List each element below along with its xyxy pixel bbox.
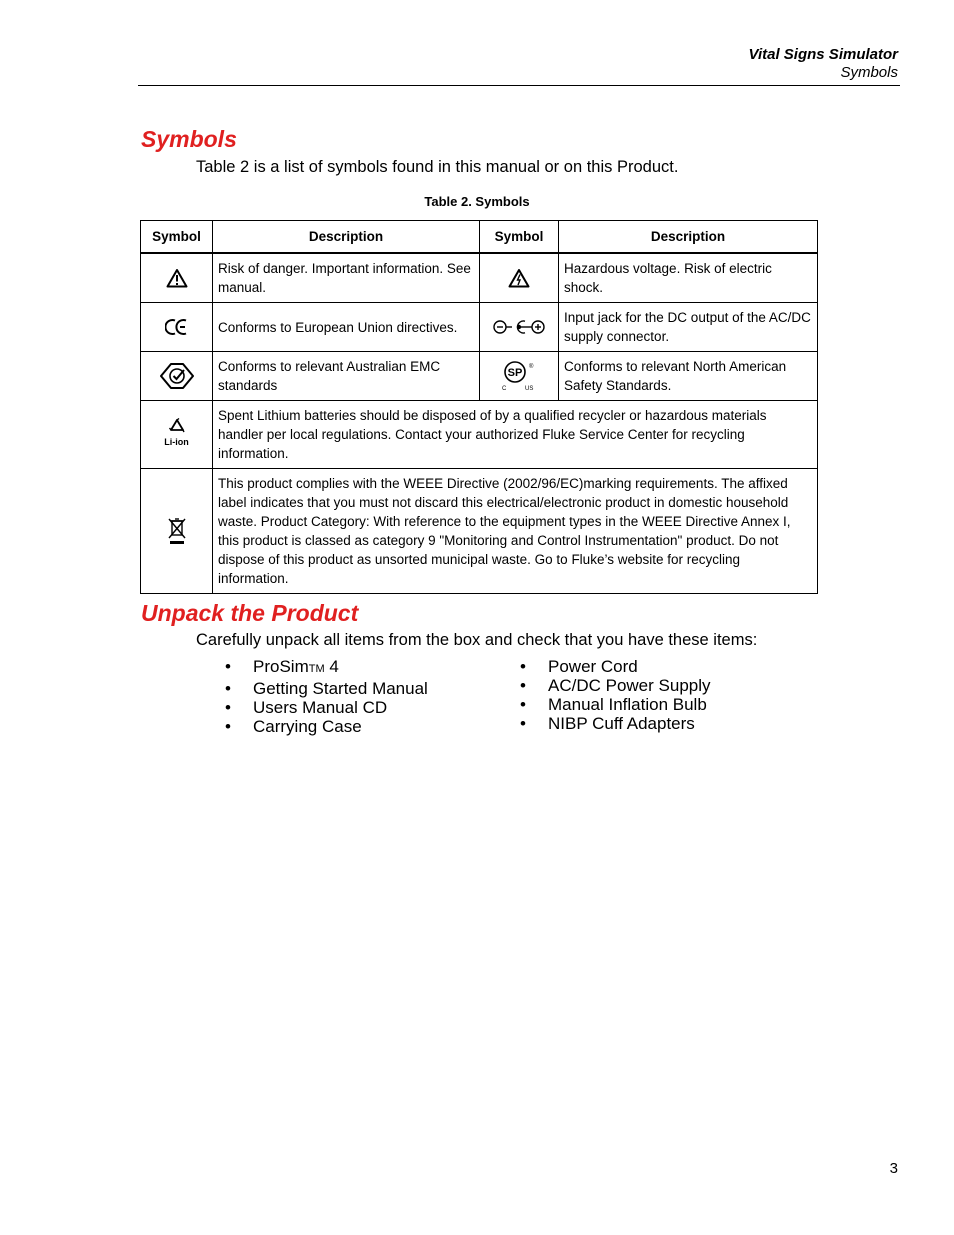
list-item: • Carrying Case [222,717,428,736]
header-symbol-1: Symbol [141,221,213,254]
hazardous-voltage-icon [508,268,530,288]
list-item: • Power Cord [517,657,711,676]
table-row [141,253,818,303]
warning-triangle-icon [166,268,188,288]
svg-text:US: US [525,386,534,392]
table-row [141,401,818,469]
table-header-row [141,221,818,254]
list-item: • ProSimTM 4 [222,657,428,679]
description-cell: Conforms to relevant Australian EMC standards [213,352,480,401]
dc-input-jack-icon [493,319,545,335]
header-rule [138,85,900,86]
header-subtitle: Symbols [840,64,898,81]
description-cell: Conforms to relevant North American Safety Standards. [559,352,818,401]
symbol-cell [141,401,213,469]
trademark-mark: TM [308,663,325,675]
list-item: • Manual Inflation Bulb [517,695,711,714]
symbol-cell [141,303,213,352]
symbol-cell [141,469,213,594]
header-symbol-2: Symbol [480,221,559,254]
recycle-icon [168,418,186,434]
table-row [141,469,818,594]
description-cell: This product complies with the WEEE Directive (2002/96/EC)marking requirements. The affixed label indicates that you must not discard this electrical/electronic product in domestic household waste. Product Category: With reference to the equipment types in the WEEE Directive Annex I, this product is classed as category 9 "Monitoring and Control Instrumentation" product. Do not dispose of this product as unsorted municipal waste. Go to Fluke’s website for recycling information. [213,469,818,594]
symbol-cell [480,352,559,401]
ce-mark-icon [165,318,189,336]
table-caption: Table 2. Symbols [424,194,530,209]
items-list-left [222,657,428,736]
rcm-mark-icon [159,362,195,390]
symbol-cell [480,253,559,303]
running-header [749,46,898,82]
table-row [141,303,818,352]
unpack-intro: Carefully unpack all items from the box and check that you have these items: [196,631,758,649]
header-description-2: Description [559,221,818,254]
symbol-cell [141,352,213,401]
symbols-heading: Symbols [141,126,237,152]
table-row [141,352,818,401]
description-cell: Risk of danger. Important information. See manual. [213,253,480,303]
header-title: Vital Signs Simulator [748,46,898,63]
page-number: 3 [889,1160,898,1177]
description-cell: Input jack for the DC output of the AC/DC supply connector. [559,303,818,352]
list-item: • Users Manual CD [222,698,428,717]
weee-bin-icon [168,517,186,545]
symbols-table [140,220,818,594]
symbol-cell [141,253,213,303]
list-item: • Getting Started Manual [222,679,428,698]
description-cell: Hazardous voltage. Risk of electric shock. [559,253,818,303]
svg-text:®: ® [529,364,534,370]
list-item: • NIBP Cuff Adapters [517,714,711,733]
csa-mark-icon [499,360,539,392]
svg-text:SP: SP [507,367,523,379]
list-item: • AC/DC Power Supply [517,676,711,695]
description-cell: Spent Lithium batteries should be disposed of by a qualified recycler or hazardous materials handler per local regulations. Contact your authorized Fluke Service Center for recycling information. [213,401,818,469]
symbol-cell [480,303,559,352]
items-list-right [517,657,711,733]
description-cell: Conforms to European Union directives. [213,303,480,352]
li-ion-label: Li-ion [164,436,189,447]
unpack-heading: Unpack the Product [141,600,359,626]
svg-text:C: C [502,386,507,392]
header-description-1: Description [213,221,480,254]
symbols-intro: Table 2 is a list of symbols found in this manual or on this Product. [196,158,679,176]
